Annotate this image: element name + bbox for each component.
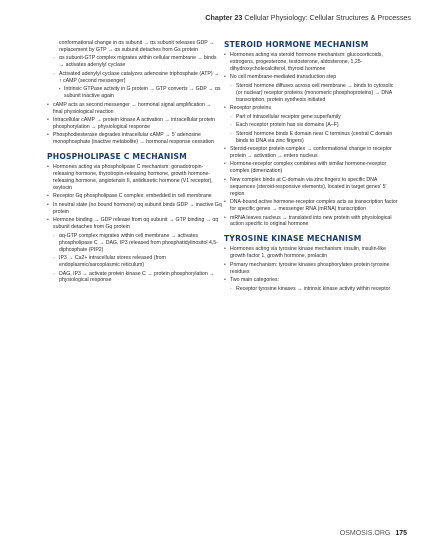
list-item: ◦ Steroid hormone binds E domain near C terminus (central C domain binds to DNA via zinc fingers) [224, 131, 399, 145]
steroid-list [224, 52, 399, 228]
list-item: ▪ Intrinsic GTPase activity in G protein → GTP converts → GDP → αs subunit inactive again [47, 86, 222, 100]
list-item: ◦ αs subunit-GTP complex migrates within cellular membrane → binds → activates adenylyl cyclase [47, 55, 222, 69]
list-item: • New complex binds at C-domain via zinc fingers to specific DNA sequences (steroid-responsive elements), located in target genes' 5′ region [224, 177, 399, 198]
list-item: • mRNA leaves nucleus → translated into new protein with physiological action specific to original hormone [224, 215, 399, 229]
page-footer [340, 530, 407, 537]
list-item: • Hormones acting via steroid hormone mechanism: glucocorticoids, estrogens, progesterone, testosterone, aldosterone, 1,25-dihydroxycholecalciferol, thyroid hormone [224, 52, 399, 73]
list-item: ◦ Receptor tyrosine kinases → intrinsic kinase activity within receptor [224, 286, 399, 293]
list-item: • Hormones acting via phospholipase C mechanism: gonadotropin-releasing hormone, thyrotropin-releasing hormone, growth hormone-releasing hormone, angiotensin II, antidiuretic hormone (V1 receptor), oxytocin [47, 164, 222, 192]
list-item: ◦ DAG, IP3 → activate protein kinase C → protein phosphorylation → physiological response [47, 271, 222, 285]
footer-site: OSMOSIS.ORG [339, 530, 391, 537]
phospholipase-list [47, 164, 222, 284]
tyrosine-list [224, 246, 399, 292]
chapter-title: Cellular Physiology: Cellular Structures & Processes [244, 13, 411, 22]
list-item: ◦ Steroid hormone diffuses across cell membrane → binds to cytosolic (or nuclear) receptor proteins (monomeric phosphoproteins) → DNA transcription, protein synthesis initiated [224, 83, 399, 104]
list-item: • Receptor proteins [224, 105, 399, 112]
left-list [47, 40, 222, 146]
list-item: • Steroid-receptor protein complex → conformational change in receptor protein → activation → enters nucleus [224, 146, 399, 160]
list-item: • cAMP acts as second messenger → hormonal signal amplification → final physiological reaction [47, 102, 222, 116]
right-column [224, 40, 399, 294]
list-item: • Phosphodiesterase degrades intracellular cAMP → 5′ adenosine monophosphate (inactive metabolite) → hormonal response cessation [47, 132, 222, 146]
list-item: ◦ Activated adenylyl cyclase catalyzes adenosine triphosphate (ATP) → ↑ cAMP (second messenger) [47, 71, 222, 85]
list-item: • Intracellular cAMP → protein kinase A activation → intracellular protein phosphorylation → physiological response [47, 117, 222, 131]
list-item: • Hormones acting via tyrosine kinase mechanism: insulin, insulin-like growth factor 1, growth hormone, prolactin [224, 246, 399, 260]
list-item: • Two main categories: [224, 277, 399, 284]
list-item: • Hormone-receptor complex combines with similar hormone-receptor complex (dimerization) [224, 161, 399, 175]
page-number: 175 [395, 530, 407, 537]
list-item: conformational change in αs subunit → αs subunit releases GDP → replacement by GTP → αs subunit detaches from Gs protein [59, 40, 215, 53]
section-heading-tyrosine-kinase: TYROSINE KINASE MECHANISM [224, 234, 362, 244]
list-item: • Hormone binding → GDP release from αq subunit → GTP binding → αq subunit detaches from Gq protein [47, 217, 222, 231]
list-item: ◦ Part of intracellular receptor gene superfamily [224, 114, 399, 121]
list-item: ◦ Each receptor protein has six domains (A–F) [224, 122, 399, 129]
section-heading-steroid-hormone: STEROID HORMONE MECHANISM [224, 40, 369, 49]
list-item: ◦ IP3 → Ca2+ intracellular stores released (from endoplasmic/sarcoplasmic reticulum) [47, 255, 222, 269]
page-header [205, 13, 411, 22]
list-item: • Receptor Gq phospholipase C complex: embedded in cell membrane [47, 193, 222, 200]
chapter-label: Chapter 23 [205, 13, 243, 22]
list-item: • No cell membrane-mediated transduction step [224, 74, 399, 81]
section-heading-phospholipase-c: PHOSPHOLIPASE C MECHANISM [47, 152, 187, 162]
left-column [47, 40, 222, 286]
list-item: • Primary mechanism: tyrosine kinases phosphorylates protein tyrosine residues [224, 262, 399, 276]
list-item: ◦ αq-GTP complex migrates within cell membrane → activates phospholipase C → DAG, IP3 released from phosphatidylinositol 4,5-diphosphate (PIP2) [47, 233, 222, 254]
list-item: • DNA-bound active hormone-receptor complex acts as transcription factor for specific genes → messenger RNA (mRNA) transcription [224, 199, 399, 213]
list-item: • In neutral state (no bound hormone) αq subunit binds GDP → inactive Gq protein [47, 202, 222, 216]
